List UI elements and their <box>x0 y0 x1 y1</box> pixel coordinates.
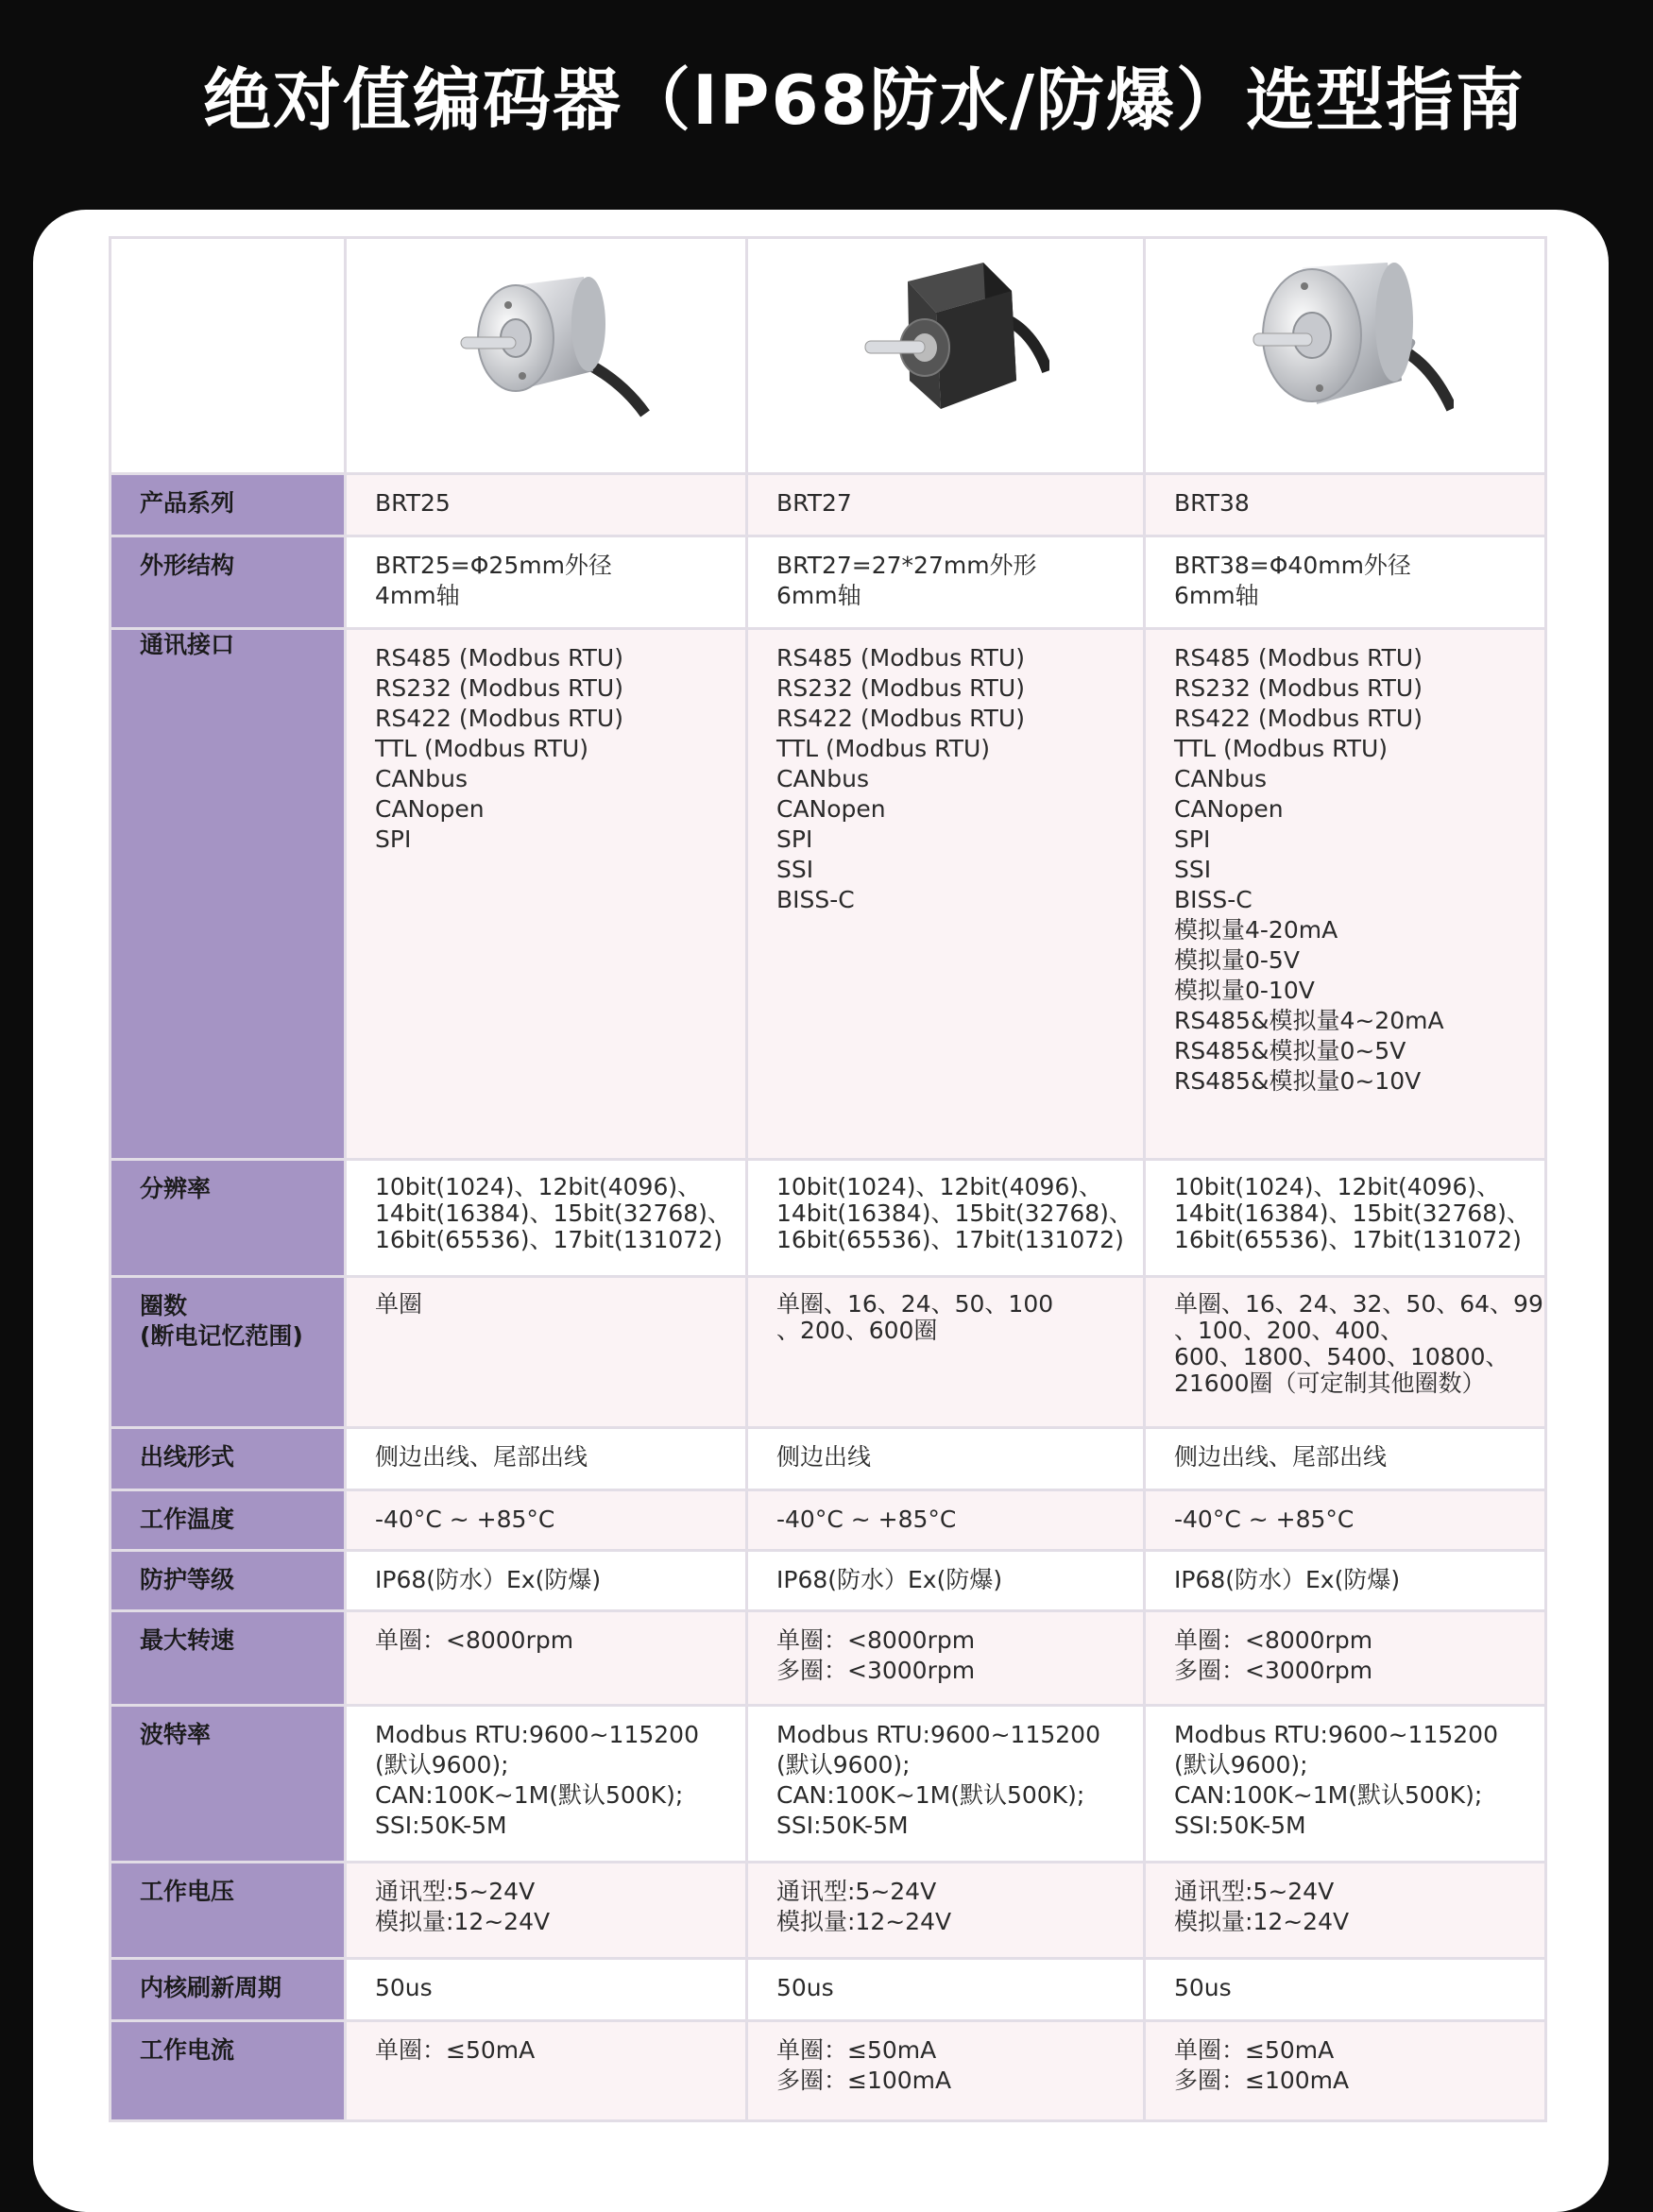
cell-value: 侧边出线、尾部出线 <box>1145 1428 1546 1490</box>
product-image-cell <box>346 238 747 474</box>
cell-value <box>1145 1277 1546 1428</box>
cell-value: -40°C ~ +85°C <box>346 1490 747 1551</box>
row-label: 防护等级 <box>111 1551 346 1611</box>
cell-line: CAN:100K~1M(默认500K); <box>776 1781 1085 1809</box>
cell-line: 模拟量:12~24V <box>1174 1908 1350 1935</box>
cell-line: RS232 (Modbus RTU) <box>375 674 623 702</box>
cell-line: 通讯型:5~24V <box>1174 1878 1335 1905</box>
row-speed <box>111 1611 1546 1706</box>
row-label: 工作电压 <box>111 1863 346 1959</box>
row-label: 工作电流 <box>111 2021 346 2121</box>
row-shape <box>111 536 1546 629</box>
cell-value <box>346 1706 747 1863</box>
cell-line: 单圈：≤50mA <box>1174 2036 1335 2064</box>
spec-table <box>109 236 1547 2122</box>
row-interface <box>111 629 1546 1160</box>
page-title: 绝对值编码器（IP68防水/防爆）选型指南 <box>203 60 1526 140</box>
cell-line: 通讯型:5~24V <box>776 1878 937 1905</box>
cell-value <box>747 1863 1145 1959</box>
cell-line: 6mm轴 <box>776 582 861 609</box>
cell-value <box>346 1611 747 1706</box>
cell-value: IP68(防水）Ex(防爆) <box>747 1551 1145 1611</box>
cell-value: 50us <box>346 1959 747 2021</box>
cell-line: TTL (Modbus RTU) <box>1174 735 1389 762</box>
cell-value <box>1145 536 1546 629</box>
cell-value <box>747 1611 1145 1706</box>
row-voltage <box>111 1863 1546 1959</box>
cell-line: RS422 (Modbus RTU) <box>1174 705 1423 732</box>
cell-value: 侧边出线 <box>747 1428 1145 1490</box>
cell-value <box>1145 2021 1546 2121</box>
cell-line: 14bit(16384)、15bit(32768)、 <box>375 1200 731 1227</box>
cell-value <box>346 1863 747 1959</box>
cell-line: RS422 (Modbus RTU) <box>776 705 1025 732</box>
cell-value: -40°C ~ +85°C <box>1145 1490 1546 1551</box>
cell-line: 16bit(65536)、17bit(131072) <box>1174 1226 1522 1253</box>
row-label: 最大转速 <box>111 1611 346 1706</box>
cell-line: 16bit(65536)、17bit(131072) <box>776 1226 1124 1253</box>
cell-value <box>1145 1706 1546 1863</box>
cell-line: SSI <box>776 856 814 883</box>
cell-line: BRT27=27*27mm外形 <box>776 552 1037 579</box>
cell-line: 多圈：≤100mA <box>1174 2067 1350 2094</box>
cell-line: 10bit(1024)、12bit(4096)、 <box>776 1173 1103 1200</box>
row-label: 工作温度 <box>111 1490 346 1551</box>
cell-value <box>1145 1863 1546 1959</box>
cell-line: 单圈：<8000rpm <box>375 1626 574 1654</box>
row-label: 外形结构 <box>111 536 346 629</box>
row-label: 产品系列 <box>111 474 346 536</box>
cell-line: RS232 (Modbus RTU) <box>1174 674 1423 702</box>
cell-value: IP68(防水）Ex(防爆) <box>346 1551 747 1611</box>
row-wiring <box>111 1428 1546 1490</box>
cell-line: SSI:50K-5M <box>375 1812 507 1839</box>
cell-line: RS485 (Modbus RTU) <box>375 644 623 672</box>
cell-line: Modbus RTU:9600~115200 <box>375 1721 699 1748</box>
product-image-cell <box>1145 238 1546 474</box>
cell-line: 通讯型:5~24V <box>375 1878 536 1905</box>
cell-line: BISS-C <box>1174 886 1253 913</box>
row-label: 内核刷新周期 <box>111 1959 346 2021</box>
cell-value: 50us <box>747 1959 1145 2021</box>
cell-line: RS485&模拟量0~10V <box>1174 1067 1422 1095</box>
cell-value <box>747 1706 1145 1863</box>
cell-value: BRT38 <box>1145 474 1546 536</box>
row-series <box>111 474 1546 536</box>
cell-value <box>1145 1160 1546 1277</box>
cell-value <box>346 629 747 1160</box>
cell-line: 21600圈（可定制其他圈数） <box>1174 1370 1486 1397</box>
cell-value <box>346 1160 747 1277</box>
cell-line: 、200、600圈 <box>776 1317 938 1344</box>
cell-line: (默认9600); <box>776 1751 911 1778</box>
cell-line: (默认9600); <box>1174 1751 1308 1778</box>
cell-line: 单圈、16、24、32、50、64、99 <box>1174 1290 1543 1318</box>
cell-line: SSI:50K-5M <box>1174 1812 1306 1839</box>
cell-value: BRT27 <box>747 474 1145 536</box>
cell-line: CANbus <box>1174 765 1267 792</box>
row-resolution <box>111 1160 1546 1277</box>
cell-line: 多圈：<3000rpm <box>1174 1657 1373 1684</box>
cell-line: 模拟量0-10V <box>1174 977 1315 1004</box>
cell-line: 多圈：<3000rpm <box>776 1657 976 1684</box>
cell-line: RS232 (Modbus RTU) <box>776 674 1025 702</box>
cell-line: 10bit(1024)、12bit(4096)、 <box>1174 1173 1501 1200</box>
cell-line: 6mm轴 <box>1174 582 1259 609</box>
row-turns <box>111 1277 1546 1428</box>
cell-line: 单圈：<8000rpm <box>1174 1626 1373 1654</box>
cell-value <box>747 1277 1145 1428</box>
cell-value: -40°C ~ +85°C <box>747 1490 1145 1551</box>
product-image-row <box>111 238 1546 474</box>
cell-value: IP68(防水）Ex(防爆) <box>1145 1551 1546 1611</box>
cell-line: BRT25=Φ25mm外径 <box>375 552 612 579</box>
cell-line: 14bit(16384)、15bit(32768)、 <box>776 1200 1133 1227</box>
cell-line: CANopen <box>1174 795 1284 823</box>
cell-line: 单圈、16、24、50、100 <box>776 1290 1054 1318</box>
cell-line: SPI <box>776 825 813 853</box>
cell-line: 600、1800、5400、10800、 <box>1174 1343 1509 1370</box>
cell-value <box>747 2021 1145 2121</box>
cell-line: TTL (Modbus RTU) <box>776 735 991 762</box>
cell-value: 侧边出线、尾部出线 <box>346 1428 747 1490</box>
row-protection <box>111 1551 1546 1611</box>
cell-line: BISS-C <box>776 886 855 913</box>
cell-value: BRT25 <box>346 474 747 536</box>
cell-line: 10bit(1024)、12bit(4096)、 <box>375 1173 702 1200</box>
row-label: 出线形式 <box>111 1428 346 1490</box>
cell-value <box>1145 629 1546 1160</box>
row-temperature <box>111 1490 1546 1551</box>
corner-cell <box>111 238 346 474</box>
cell-line: 单圈：≤50mA <box>776 2036 937 2064</box>
cell-value <box>1145 1611 1546 1706</box>
cell-line: SPI <box>375 825 412 853</box>
cell-line: CANbus <box>375 765 468 792</box>
cell-line: CANopen <box>375 795 485 823</box>
cell-value <box>346 1277 747 1428</box>
row-label-line: 圈数 <box>140 1292 188 1319</box>
cell-line: 单圈：≤50mA <box>375 2036 536 2064</box>
cell-line: RS485&模拟量0~5V <box>1174 1037 1406 1064</box>
product-image-cell <box>747 238 1145 474</box>
row-current <box>111 2021 1546 2121</box>
cell-value <box>747 1160 1145 1277</box>
cell-line: 模拟量0-5V <box>1174 946 1300 974</box>
cell-line: CAN:100K~1M(默认500K); <box>1174 1781 1483 1809</box>
cell-line: 、100、200、400、 <box>1174 1317 1405 1344</box>
cell-line: SSI <box>1174 856 1212 883</box>
cell-value <box>346 2021 747 2121</box>
row-refresh <box>111 1959 1546 2021</box>
cell-value <box>747 536 1145 629</box>
cell-line: TTL (Modbus RTU) <box>375 735 589 762</box>
brt27-encoder-image <box>842 239 1049 428</box>
cell-line: RS485&模拟量4~20mA <box>1174 1007 1444 1034</box>
cell-line: 模拟量:12~24V <box>776 1908 952 1935</box>
row-label: 波特率 <box>111 1706 346 1863</box>
brt25-encoder-image <box>442 239 650 428</box>
cell-line: 单圈：<8000rpm <box>776 1626 976 1654</box>
cell-line: Modbus RTU:9600~115200 <box>776 1721 1100 1748</box>
cell-line: CANopen <box>776 795 886 823</box>
cell-line: 14bit(16384)、15bit(32768)、 <box>1174 1200 1530 1227</box>
cell-line: CANbus <box>776 765 869 792</box>
row-label <box>111 1277 346 1428</box>
cell-line: 模拟量4-20mA <box>1174 916 1338 944</box>
cell-line: (默认9600); <box>375 1751 509 1778</box>
row-baud <box>111 1706 1546 1863</box>
cell-line: BRT38=Φ40mm外径 <box>1174 552 1411 579</box>
cell-value <box>747 629 1145 1160</box>
cell-line: RS422 (Modbus RTU) <box>375 705 623 732</box>
cell-line: Modbus RTU:9600~115200 <box>1174 1721 1498 1748</box>
cell-value: 50us <box>1145 1959 1546 2021</box>
cell-value <box>346 536 747 629</box>
cell-line: SSI:50K-5M <box>776 1812 909 1839</box>
row-label-line: (断电记忆范围) <box>140 1322 303 1350</box>
row-label: 通讯接口 <box>111 629 346 1160</box>
cell-line: SPI <box>1174 825 1211 853</box>
cell-line: 单圈 <box>375 1290 423 1318</box>
cell-line: 模拟量:12~24V <box>375 1908 551 1935</box>
cell-line: 4mm轴 <box>375 582 460 609</box>
cell-line: 多圈：≤100mA <box>776 2067 952 2094</box>
cell-line: CAN:100K~1M(默认500K); <box>375 1781 684 1809</box>
row-label: 分辨率 <box>111 1160 346 1277</box>
brt38-encoder-image <box>1236 239 1454 428</box>
cell-line: RS485 (Modbus RTU) <box>776 644 1025 672</box>
cell-line: 16bit(65536)、17bit(131072) <box>375 1226 723 1253</box>
cell-line: RS485 (Modbus RTU) <box>1174 644 1423 672</box>
